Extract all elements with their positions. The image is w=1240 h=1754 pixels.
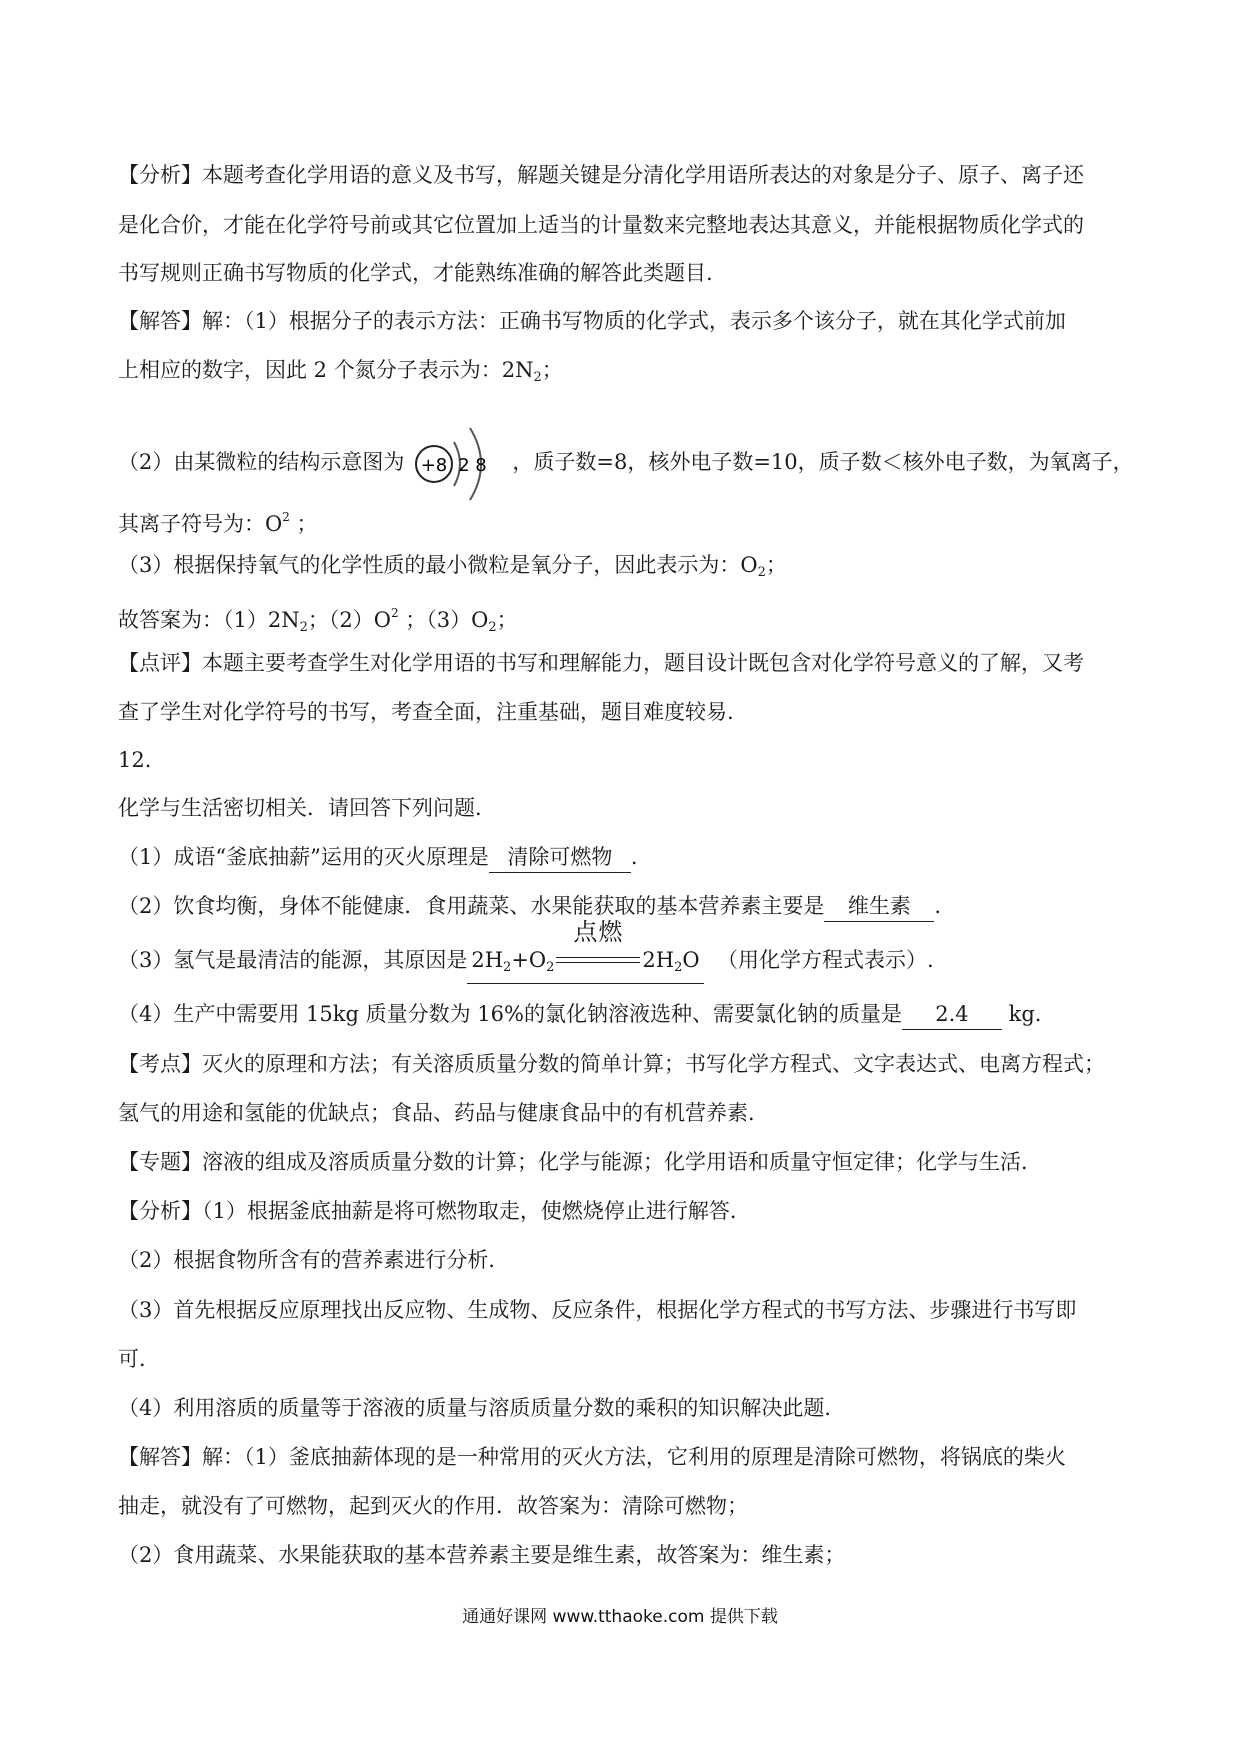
question-4: （4）生产中需要用 15kg 质量分数为 16%的氯化钠溶液选种、需要氯化钠的质量是 2.4 kg.	[118, 999, 1128, 1030]
fenxi-line-2: （2）根据食物所含有的营养素进行分析．	[118, 1248, 510, 1272]
kaodian-line-1: 【考点】灭火的原理和方法；有关溶质质量分数的简单计算；书写化学方程式、文字表达式、电离方程式；	[118, 1052, 1105, 1076]
question-3-answer-equation: $2H_2+O_2$ 点燃 $2H_2O$	[467, 945, 703, 984]
question-2: （2）饮食均衡，身体不能健康．食用蔬菜、水果能获取的基本营养素主要是 维生素 .	[118, 891, 1128, 922]
question-3: （3）氢气是最清洁的能源，其原因是 $2H_2+O_2$ 点燃 $2H_2O$ （用化学方程式表示）.	[118, 945, 1128, 984]
zhuanti-line: 【专题】溶液的组成及溶质质量分数的计算；化学与能源；化学用语和质量守恒定律；化学与生活．	[118, 1150, 1042, 1174]
jieda-line-1: 【解答】解：（1）釜底抽薪体现的是一种常用的灭火方法，它利用的原理是清除可燃物，将锅底的柴火	[118, 1445, 1066, 1469]
fenxi-line-1: 【分析】（1）根据釜底抽薪是将可燃物取走，使燃烧停止进行解答．	[118, 1199, 751, 1223]
answer-line-1: 【解答】解：（1）根据分子的表示方法：正确书写物质的化学式，表示多个该分子，就在其化学式前加	[118, 309, 1066, 333]
nucleus-charge: +8	[421, 454, 448, 476]
answer-line-4: 其离子符号为：$O^2$ ；	[118, 510, 318, 536]
analysis-line-3: 书写规则正确书写物质的化学式，才能熟练准确的解答此类题目.	[118, 261, 713, 285]
analysis-line-2: 是化合价，才能在化学符号前或其它位置加上适当的计量数来完整地表达其意义，并能根据物质化学式的	[118, 213, 1084, 237]
page-footer: 通通好课网 www.tthaoke.com 提供下载	[462, 1607, 778, 1627]
electron-shell-1-count: 2	[458, 454, 471, 476]
analysis-line-1: 【分析】本题考查化学用语的意义及书写，解题关键是分清化学用语所表达的对象是分子、原子、离子还	[118, 163, 1084, 187]
question-2-answer: 维生素	[824, 891, 934, 922]
kaodian-line-2: 氢气的用途和氢能的优缺点；食品、药品与健康食品中的有机营养素．	[118, 1101, 769, 1125]
answer-line-3: （2）由某微粒的结构示意图为 +8 2 8 ，质子数=8，核外电子数=10，质子数＜核外电子数，为氧离子，	[118, 412, 1128, 514]
question-1-answer: 清除可燃物	[489, 842, 631, 873]
atom-structure-diagram	[408, 414, 508, 514]
comment-line-1: 【点评】本题主要考查学生对化学用语的书写和理解能力，题目设计既包含对化学符号意义的了解，又考	[118, 651, 1084, 675]
answer-line-2: 上相应的数字，因此 2 个氮分子表示为：$2N_2$；	[118, 358, 563, 385]
question-4-answer: 2.4	[902, 999, 1002, 1030]
question-number: 12.	[118, 748, 152, 772]
final-answer-line: 故答案为：$(1)2N_2$；$(2)O^2$ ；$(3)O_2$；	[118, 606, 518, 635]
reaction-arrow	[554, 918, 642, 975]
fenxi-line-3: （3）首先根据反应原理找出反应物、生成物、反应条件，根据化学方程式的书写方法、步骤进行书写即	[118, 1298, 1077, 1322]
answer-line-5: （3）根据保持氧气的化学性质的最小微粒是氧分子，因此表示为：$O_2$；	[118, 553, 787, 580]
question-1: （1）成语“釜底抽薪”运用的灭火原理是 清除可燃物 .	[118, 842, 1128, 873]
jieda-line-2: 抽走，就没有了可燃物，起到灭火的作用．故答案为：清除可燃物；	[118, 1494, 748, 1518]
electron-shell-2-count: 8	[475, 454, 488, 476]
reaction-condition: 点燃	[573, 918, 624, 946]
question-intro: 化学与生活密切相关．请回答下列问题．	[118, 796, 496, 820]
jieda-line-3: （2）食用蔬菜、水果能获取的基本营养素主要是维生素，故答案为：维生素；	[118, 1543, 846, 1567]
comment-line-2: 查了学生对化学符号的书写，考查全面，注重基础，题目难度较易.	[118, 700, 734, 724]
fenxi-line-4: （4）利用溶质的质量等于溶液的质量与溶质质量分数的乘积的知识解决此题．	[118, 1396, 846, 1420]
fenxi-line-3b: 可．	[118, 1347, 160, 1371]
